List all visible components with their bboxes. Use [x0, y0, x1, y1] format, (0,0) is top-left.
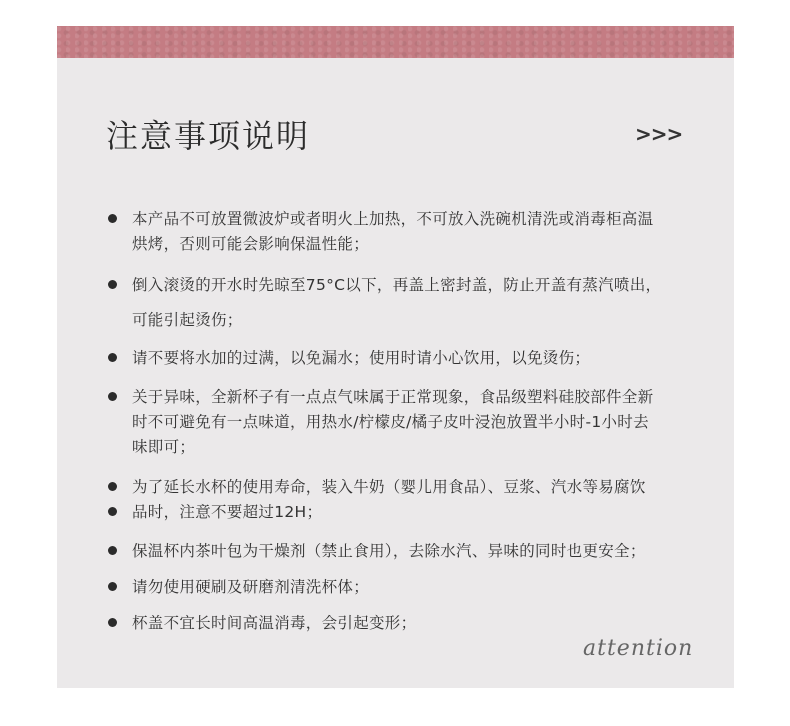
notice-line: 请不要将水加的过满，以免漏水；使用时请小心饮用，以免烫伤； — [132, 349, 591, 367]
notice-line: 可能引起烫伤； — [132, 311, 243, 329]
bullet-icon — [108, 582, 117, 591]
notice-line: 品时，注意不要超过12H； — [132, 503, 323, 521]
bullet-icon — [108, 618, 117, 627]
notice-line: 时不可避免有一点味道，用热水/柠檬皮/橘子皮叶浸泡放置半小时-1小时去 — [132, 413, 649, 431]
bullet-icon — [108, 392, 117, 401]
bullet-icon — [108, 507, 117, 516]
bullet-icon — [108, 482, 117, 491]
page-title: 注意事项说明 — [106, 117, 311, 155]
notice-line: 本产品不可放置微波炉或者明火上加热，不可放入洗碗机清洗或消毒柜高温 — [132, 210, 654, 228]
bullet-icon — [108, 353, 117, 362]
notice-line: 味即可； — [132, 438, 196, 456]
notice-card — [57, 26, 734, 688]
attention-watermark: attention — [583, 636, 694, 661]
notice-line: 烘烤，否则可能会影响保温性能； — [132, 235, 370, 253]
notice-line: 请勿使用硬刷及研磨剂清洗杯体； — [132, 578, 370, 596]
notice-line: 保温杯内茶叶包为干燥剂（禁止食用），去除水汽、异味的同时也更安全； — [132, 542, 646, 560]
notice-list — [57, 26, 734, 688]
bullet-icon — [108, 546, 117, 555]
notice-line: 倒入滚烫的开水时先晾至75°C以下，再盖上密封盖，防止开盖有蒸汽喷出， — [132, 276, 662, 294]
notice-line: 杯盖不宜长时间高温消毒，会引起变形； — [132, 614, 417, 632]
arrows-icon: >>> — [635, 122, 683, 146]
notice-line: 关于异味，全新杯子有一点点气味属于正常现象，食品级塑料硅胶部件全新 — [132, 388, 654, 406]
notice-line: 为了延长水杯的使用寿命，装入牛奶（婴儿用食品）、豆浆、汽水等易腐饮 — [132, 478, 646, 496]
bullet-icon — [108, 280, 117, 289]
bullet-icon — [108, 214, 117, 223]
